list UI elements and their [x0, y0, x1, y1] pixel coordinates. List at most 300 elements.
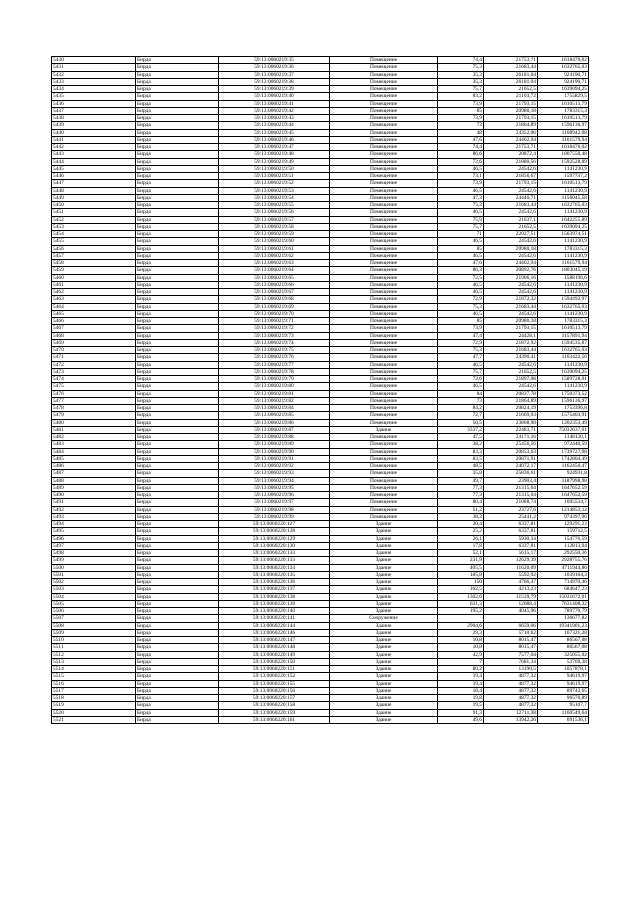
row-number-cell: 5500 — [52, 564, 136, 571]
cadastral-value-cell: 1141230,9 — [538, 209, 589, 216]
table-row — [52, 528, 589, 535]
object-type-cell: Помещение — [330, 405, 438, 412]
cadastral-number-cell: 59:13:0060219:47 — [219, 144, 330, 151]
cadastral-number-cell: 59:13:0060220:128 — [219, 528, 330, 535]
table-row — [52, 310, 589, 317]
cadastral-number-cell: 59:13:0060219:39 — [219, 86, 330, 93]
cadastral-value-cell: 1160549,64 — [538, 709, 589, 716]
table-row — [52, 579, 589, 586]
table-row — [52, 419, 589, 426]
settlement-cell: Бирда — [136, 173, 219, 180]
specific-value-cell: 21793,15 — [484, 180, 538, 187]
specific-value-cell: 7577,04 — [484, 651, 538, 658]
specific-value-cell: 6337,81 — [484, 528, 538, 535]
table-row — [52, 339, 589, 346]
settlement-cell: Бирда — [136, 64, 219, 71]
row-number-cell: 5443 — [52, 151, 136, 158]
row-number-cell: 5467 — [52, 325, 136, 332]
cadastral-number-cell: 59:13:0060219:53 — [219, 187, 330, 194]
area-cell: 47,6 — [438, 136, 484, 143]
area-cell: 46,5 — [438, 252, 484, 259]
area-cell: 85 — [438, 245, 484, 252]
object-type-cell: Здание — [330, 586, 438, 593]
cadastral-value-cell: 325055,02 — [538, 651, 589, 658]
cadastral-number-cell: 59:13:0060220:147 — [219, 637, 330, 644]
specific-value-cell: 6659,06 — [484, 622, 538, 629]
specific-value-cell: 24542,6 — [484, 361, 538, 368]
area-cell: 46,5 — [438, 165, 484, 172]
cadastral-number-cell: 59:13:0060220:130 — [219, 542, 330, 549]
specific-value-cell: 21103,72 — [484, 93, 538, 100]
specific-value-cell: 23727,6 — [484, 506, 538, 513]
settlement-cell: Бирда — [136, 550, 219, 557]
cadastral-number-cell: 59:13:0060219:67 — [219, 289, 330, 296]
cadastral-value-cell: 924190,71 — [538, 71, 589, 78]
specific-value-cell: 11539,79 — [484, 593, 538, 600]
table-row — [52, 274, 589, 281]
specific-value-cell: 24542,6 — [484, 383, 538, 390]
row-number-cell: 5499 — [52, 557, 136, 564]
object-type-cell: Помещение — [330, 64, 438, 71]
area-cell: 19,4 — [438, 673, 484, 680]
row-number-cell: 5513 — [52, 658, 136, 665]
row-number-cell: 5471 — [52, 354, 136, 361]
settlement-cell: Бирда — [136, 673, 219, 680]
object-type-cell: Помещение — [330, 303, 438, 310]
area-cell: 42,9 — [438, 651, 484, 658]
row-number-cell: 5442 — [52, 144, 136, 151]
specific-value-cell: 24171,16 — [484, 434, 538, 441]
table-row — [52, 64, 589, 71]
row-number-cell: 5516 — [52, 680, 136, 687]
area-cell: 631,3 — [438, 600, 484, 607]
specific-value-cell: 8015,47 — [484, 644, 538, 651]
table-row — [52, 390, 589, 397]
specific-value-cell: 21315,04 — [484, 492, 538, 499]
row-number-cell: 5517 — [52, 687, 136, 694]
cadastral-number-cell: 59:13:0060219:61 — [219, 245, 330, 252]
cadastral-value-cell: 19341901,23 — [538, 622, 589, 629]
cadastral-number-cell: 59:13:0060220:161 — [219, 716, 330, 723]
settlement-cell: Бирда — [136, 231, 219, 238]
object-type-cell: Помещение — [330, 296, 438, 303]
cadastral-number-cell: 59:13:0060219:41 — [219, 100, 330, 107]
table-row — [52, 223, 589, 230]
cadastral-value-cell: 53769,38 — [538, 658, 589, 665]
object-type-cell: Помещение — [330, 238, 438, 245]
row-number-cell: 5464 — [52, 303, 136, 310]
object-type-cell: Здание — [330, 579, 438, 586]
cadastral-value-cell: 1610513,79 — [538, 325, 589, 332]
cadastral-value-cell: 94619,97 — [538, 680, 589, 687]
specific-value-cell: 20892,76 — [484, 267, 538, 274]
row-number-cell: 5486 — [52, 463, 136, 470]
table-row — [52, 709, 589, 716]
settlement-cell: Бирда — [136, 274, 219, 281]
area-cell: 46,5 — [438, 281, 484, 288]
object-type-cell: Помещение — [330, 368, 438, 375]
cadastral-number-cell: 59:13:0060219:96 — [219, 492, 330, 499]
cadastral-value-cell: 15031672,01 — [538, 593, 589, 600]
cadastral-number-cell: 59:13:0060220:156 — [219, 687, 330, 694]
cadastral-value-cell: 1202353,49 — [538, 419, 589, 426]
area-cell: 73,9 — [438, 325, 484, 332]
object-type-cell: Помещение — [330, 173, 438, 180]
specific-value-cell: 4877,32 — [484, 702, 538, 709]
cadastral-value-cell: 96570,89 — [538, 695, 589, 702]
specific-value-cell: 6337,81 — [484, 542, 538, 549]
row-number-cell: 5459 — [52, 267, 136, 274]
cadastral-number-cell: 59:13:0060219:54 — [219, 194, 330, 201]
table-row — [52, 318, 589, 325]
settlement-cell: Бирда — [136, 57, 219, 64]
cadastral-value-cell: 1597737,2 — [538, 173, 589, 180]
row-number-cell: 5472 — [52, 361, 136, 368]
row-number-cell: 5512 — [52, 651, 136, 658]
area-cell: 83,3 — [438, 448, 484, 455]
specific-value-cell — [484, 615, 538, 622]
table-row — [52, 325, 589, 332]
area-cell: 77,3 — [438, 484, 484, 491]
cadastral-value-cell: 1742804,49 — [538, 455, 589, 462]
area-cell: 18,4 — [438, 687, 484, 694]
settlement-cell: Бирда — [136, 129, 219, 136]
row-number-cell: 5493 — [52, 513, 136, 520]
cadastral-number-cell: 59:13:0060219:73 — [219, 332, 330, 339]
table-row — [52, 281, 589, 288]
settlement-cell: Бирда — [136, 484, 219, 491]
cadastral-value-cell: 1156045,58 — [538, 194, 589, 201]
object-type-cell: Помещение — [330, 376, 438, 383]
object-type-cell: Помещение — [330, 354, 438, 361]
area-cell: 51,2 — [438, 506, 484, 513]
cadastral-value-cell: 95107,7 — [538, 702, 589, 709]
cadastral-value-cell: 1214853,12 — [538, 506, 589, 513]
area-cell: 46,5 — [438, 310, 484, 317]
object-type-cell: Здание — [330, 426, 438, 433]
cadastral-number-cell: 59:13:0060220:148 — [219, 644, 330, 651]
table-row — [52, 136, 589, 143]
specific-value-cell: 24542,6 — [484, 310, 538, 317]
cadastral-number-cell: 59:13:0060219:50 — [219, 165, 330, 172]
specific-value-cell: 24542,6 — [484, 238, 538, 245]
row-number-cell: 5487 — [52, 470, 136, 477]
cadastral-number-cell: 59:13:0060219:56 — [219, 209, 330, 216]
object-type-cell: Здание — [330, 557, 438, 564]
area-cell: 75,3 — [438, 303, 484, 310]
area-cell: 38,3 — [438, 513, 484, 520]
specific-value-cell: 11620,09 — [484, 564, 538, 571]
area-cell: 73,9 — [438, 180, 484, 187]
row-number-cell: 5510 — [52, 637, 136, 644]
settlement-cell: Бирда — [136, 651, 219, 658]
cadastral-value-cell: 1783315,3 — [538, 107, 589, 114]
cadastral-value-cell: 1039164,3 — [538, 571, 589, 578]
settlement-cell: Бирда — [136, 136, 219, 143]
object-type-cell: Здание — [330, 550, 438, 557]
object-type-cell: Помещение — [330, 470, 438, 477]
settlement-cell: Бирда — [136, 368, 219, 375]
area-cell: 35,3 — [438, 71, 484, 78]
cadastral-value-cell: 972440,59 — [538, 441, 589, 448]
settlement-cell: Бирда — [136, 107, 219, 114]
cadastral-number-cell: 59:13:0060219:86 — [219, 419, 330, 426]
specific-value-cell: 21864,89 — [484, 122, 538, 129]
cadastral-value-cell: 1588196,6 — [538, 274, 589, 281]
row-number-cell: 5473 — [52, 368, 136, 375]
object-type-cell: Помещение — [330, 477, 438, 484]
settlement-cell: Бирда — [136, 158, 219, 165]
row-number-cell: 5457 — [52, 252, 136, 259]
object-type-cell: Помещение — [330, 484, 438, 491]
cadastral-value-cell: 1575403,91 — [538, 412, 589, 419]
object-type-cell: Помещение — [330, 100, 438, 107]
area-cell: 26,1 — [438, 535, 484, 542]
object-type-cell: Здание — [330, 680, 438, 687]
settlement-cell: Бирда — [136, 151, 219, 158]
area-cell: 46,5 — [438, 187, 484, 194]
cadastral-number-cell: 59:13:0060219:57 — [219, 216, 330, 223]
row-number-cell: 5479 — [52, 412, 136, 419]
area-cell: 84 — [438, 390, 484, 397]
area-cell: 80,2 — [438, 666, 484, 673]
cadastral-value-cell: 1610513,79 — [538, 115, 589, 122]
cadastral-number-cell: 59:13:0060219:74 — [219, 339, 330, 346]
specific-value-cell: 20824,19 — [484, 405, 538, 412]
table-row — [52, 463, 589, 470]
area-cell: 46,5 — [438, 238, 484, 245]
cadastral-value-cell: 1592528,89 — [538, 158, 589, 165]
area-cell: 7 — [438, 658, 484, 665]
table-row — [52, 78, 589, 85]
table-row — [52, 107, 589, 114]
settlement-cell: Бирда — [136, 600, 219, 607]
object-type-cell: Здание — [330, 651, 438, 658]
object-type-cell: Помещение — [330, 347, 438, 354]
row-number-cell: 5441 — [52, 136, 136, 143]
settlement-cell: Бирда — [136, 209, 219, 216]
object-type-cell: Помещение — [330, 397, 438, 404]
table-row — [52, 260, 589, 267]
object-type-cell: Помещение — [330, 318, 438, 325]
table-row — [52, 484, 589, 491]
area-cell: 85 — [438, 107, 484, 114]
specific-value-cell: 24542,6 — [484, 289, 538, 296]
settlement-cell: Бирда — [136, 238, 219, 245]
row-number-cell: 5448 — [52, 187, 136, 194]
row-number-cell: 5480 — [52, 419, 136, 426]
specific-value-cell: 4766,47 — [484, 579, 538, 586]
object-type-cell: Помещение — [330, 158, 438, 165]
table-row — [52, 455, 589, 462]
area-cell: 19,4 — [438, 680, 484, 687]
table-row — [52, 115, 589, 122]
settlement-cell: Бирда — [136, 187, 219, 194]
specific-value-cell: 4877,32 — [484, 695, 538, 702]
cadastral-value-cell: 1157891,94 — [538, 332, 589, 339]
object-type-cell: Помещение — [330, 115, 438, 122]
settlement-cell: Бирда — [136, 579, 219, 586]
cadastral-number-cell: 59:13:0060220:151 — [219, 666, 330, 673]
cadastral-value-cell: 684647,23 — [538, 586, 589, 593]
object-type-cell: Помещение — [330, 441, 438, 448]
area-cell: 10,8 — [438, 644, 484, 651]
cadastral-value-cell: 1141230,9 — [538, 310, 589, 317]
cadastral-number-cell: 59:13:0060219:70 — [219, 310, 330, 317]
cadastral-value-cell: 1647652,59 — [538, 492, 589, 499]
cadastral-number-cell: 59:13:0060219:44 — [219, 122, 330, 129]
cadastral-number-cell: 59:13:0060219:35 — [219, 57, 330, 64]
cadastral-value-cell: 1639094,25 — [538, 86, 589, 93]
cadastral-number-cell: 59:13:0060219:94 — [219, 477, 330, 484]
row-number-cell: 5519 — [52, 702, 136, 709]
object-type-cell: Помещение — [330, 310, 438, 317]
cadastral-number-cell: 59:13:0060219:49 — [219, 158, 330, 165]
object-type-cell: Здание — [330, 716, 438, 723]
table-row — [52, 303, 589, 310]
cadastral-number-cell: 59:13:0060219:88 — [219, 434, 330, 441]
table-row — [52, 687, 589, 694]
area-cell: 75,7 — [438, 223, 484, 230]
area-cell: 86,3 — [438, 267, 484, 274]
cadastral-number-cell: 59:13:0060220:127 — [219, 521, 330, 528]
specific-value-cell: 21872,92 — [484, 339, 538, 346]
object-type-cell: Помещение — [330, 289, 438, 296]
cadastral-value-cell: 7631408,32 — [538, 600, 589, 607]
table-row — [52, 448, 589, 455]
specific-value-cell: 13190,5 — [484, 666, 538, 673]
settlement-cell: Бирда — [136, 310, 219, 317]
row-number-cell: 5494 — [52, 521, 136, 528]
row-number-cell: 5463 — [52, 296, 136, 303]
specific-value-cell: 4045,96 — [484, 608, 538, 615]
table-row — [52, 477, 589, 484]
object-type-cell: Здание — [330, 629, 438, 636]
table-row — [52, 499, 589, 506]
table-row — [52, 57, 589, 64]
cadastral-value-cell: 86567,08 — [538, 637, 589, 644]
area-cell: 46,5 — [438, 209, 484, 216]
cadastral-number-cell: 59:13:0060219:65 — [219, 274, 330, 281]
settlement-cell: Бирда — [136, 557, 219, 564]
table-row — [52, 361, 589, 368]
settlement-cell: Бирда — [136, 513, 219, 520]
area-cell: 72,7 — [438, 412, 484, 419]
table-row — [52, 202, 589, 209]
specific-value-cell: 12711,38 — [484, 709, 538, 716]
area-cell: 73,9 — [438, 100, 484, 107]
settlement-cell: Бирда — [136, 528, 219, 535]
row-number-cell: 5465 — [52, 310, 136, 317]
settlement-cell: Бирда — [136, 542, 219, 549]
cadastral-value-cell: 1594535,87 — [538, 339, 589, 346]
area-cell: 405,5 — [438, 564, 484, 571]
cadastral-number-cell: 59:13:0060219:66 — [219, 281, 330, 288]
cadastral-value-cell: 1632765,03 — [538, 64, 589, 71]
object-type-cell: Помещение — [330, 136, 438, 143]
table-row — [52, 158, 589, 165]
row-number-cell: 5437 — [52, 107, 136, 114]
cadastral-number-cell: 59:13:0060219:64 — [219, 267, 330, 274]
cadastral-number-cell: 59:13:0060219:81 — [219, 390, 330, 397]
area-cell: 35,3 — [438, 78, 484, 85]
cadastral-value-cell: 1163422,56 — [538, 354, 589, 361]
object-type-cell: Помещение — [330, 86, 438, 93]
settlement-cell: Бирда — [136, 289, 219, 296]
cadastral-number-cell: 59:13:0060219:77 — [219, 361, 330, 368]
object-type-cell: Помещение — [330, 122, 438, 129]
row-number-cell: 5476 — [52, 390, 136, 397]
area-cell — [438, 615, 484, 622]
cadastral-value-cell: 1618476,02 — [538, 57, 589, 64]
settlement-cell: Бирда — [136, 658, 219, 665]
specific-value-cell: 22027,51 — [484, 231, 538, 238]
specific-value-cell: 21753,71 — [484, 57, 538, 64]
area-cell: 46,5 — [438, 289, 484, 296]
area-cell: 35,8 — [438, 470, 484, 477]
specific-value-cell: 5592,92 — [484, 571, 538, 578]
object-type-cell: Здание — [330, 637, 438, 644]
table-row — [52, 571, 589, 578]
settlement-cell: Бирда — [136, 339, 219, 346]
specific-value-cell: 24440,71 — [484, 194, 538, 201]
object-type-cell: Помещение — [330, 78, 438, 85]
area-cell: 19,8 — [438, 695, 484, 702]
specific-value-cell: 21637,1 — [484, 216, 538, 223]
cadastral-number-cell: 59:13:0060219:62 — [219, 252, 330, 259]
object-type-cell: Помещение — [330, 260, 438, 267]
cadastral-number-cell: 59:13:0060220:137 — [219, 586, 330, 593]
object-type-cell: Здание — [330, 658, 438, 665]
row-number-cell: 5430 — [52, 57, 136, 64]
specific-value-cell: 21315,04 — [484, 484, 538, 491]
cadastral-number-cell: 59:13:0060220:139 — [219, 600, 330, 607]
settlement-cell: Бирда — [136, 687, 219, 694]
settlement-cell: Бирда — [136, 267, 219, 274]
area-cell: 50,5 — [438, 419, 484, 426]
settlement-cell: Бирда — [136, 499, 219, 506]
cadastral-value-cell: 714970,46 — [538, 579, 589, 586]
settlement-cell: Бирда — [136, 593, 219, 600]
row-number-cell: 5460 — [52, 274, 136, 281]
cadastral-value-cell: 4711944,86 — [538, 564, 589, 571]
settlement-cell: Бирда — [136, 521, 219, 528]
row-number-cell: 5502 — [52, 579, 136, 586]
area-cell: 83,2 — [438, 93, 484, 100]
cadastral-value-cell: 1057878,1 — [538, 666, 589, 673]
specific-value-cell: 21872,32 — [484, 296, 538, 303]
area-cell: 74,4 — [438, 144, 484, 151]
settlement-cell: Бирда — [136, 361, 219, 368]
table-row — [52, 608, 589, 615]
cadastral-number-cell: 59:13:0060219:48 — [219, 151, 330, 158]
table-row — [52, 129, 589, 136]
row-number-cell: 5455 — [52, 238, 136, 245]
object-type-cell: Помещение — [330, 361, 438, 368]
cadastral-number-cell: 59:13:0060220:150 — [219, 658, 330, 665]
object-type-cell: Помещение — [330, 202, 438, 209]
settlement-cell: Бирда — [136, 492, 219, 499]
row-number-cell: 5495 — [52, 528, 136, 535]
cadastral-number-cell: 59:13:0060220:157 — [219, 695, 330, 702]
cadastral-value-table — [51, 56, 589, 724]
cadastral-number-cell: 59:13:0060219:98 — [219, 506, 330, 513]
cadastral-value-cell: 86567,08 — [538, 644, 589, 651]
settlement-cell: Бирда — [136, 100, 219, 107]
row-number-cell: 5433 — [52, 78, 136, 85]
table-row — [52, 513, 589, 520]
row-number-cell: 5438 — [52, 115, 136, 122]
